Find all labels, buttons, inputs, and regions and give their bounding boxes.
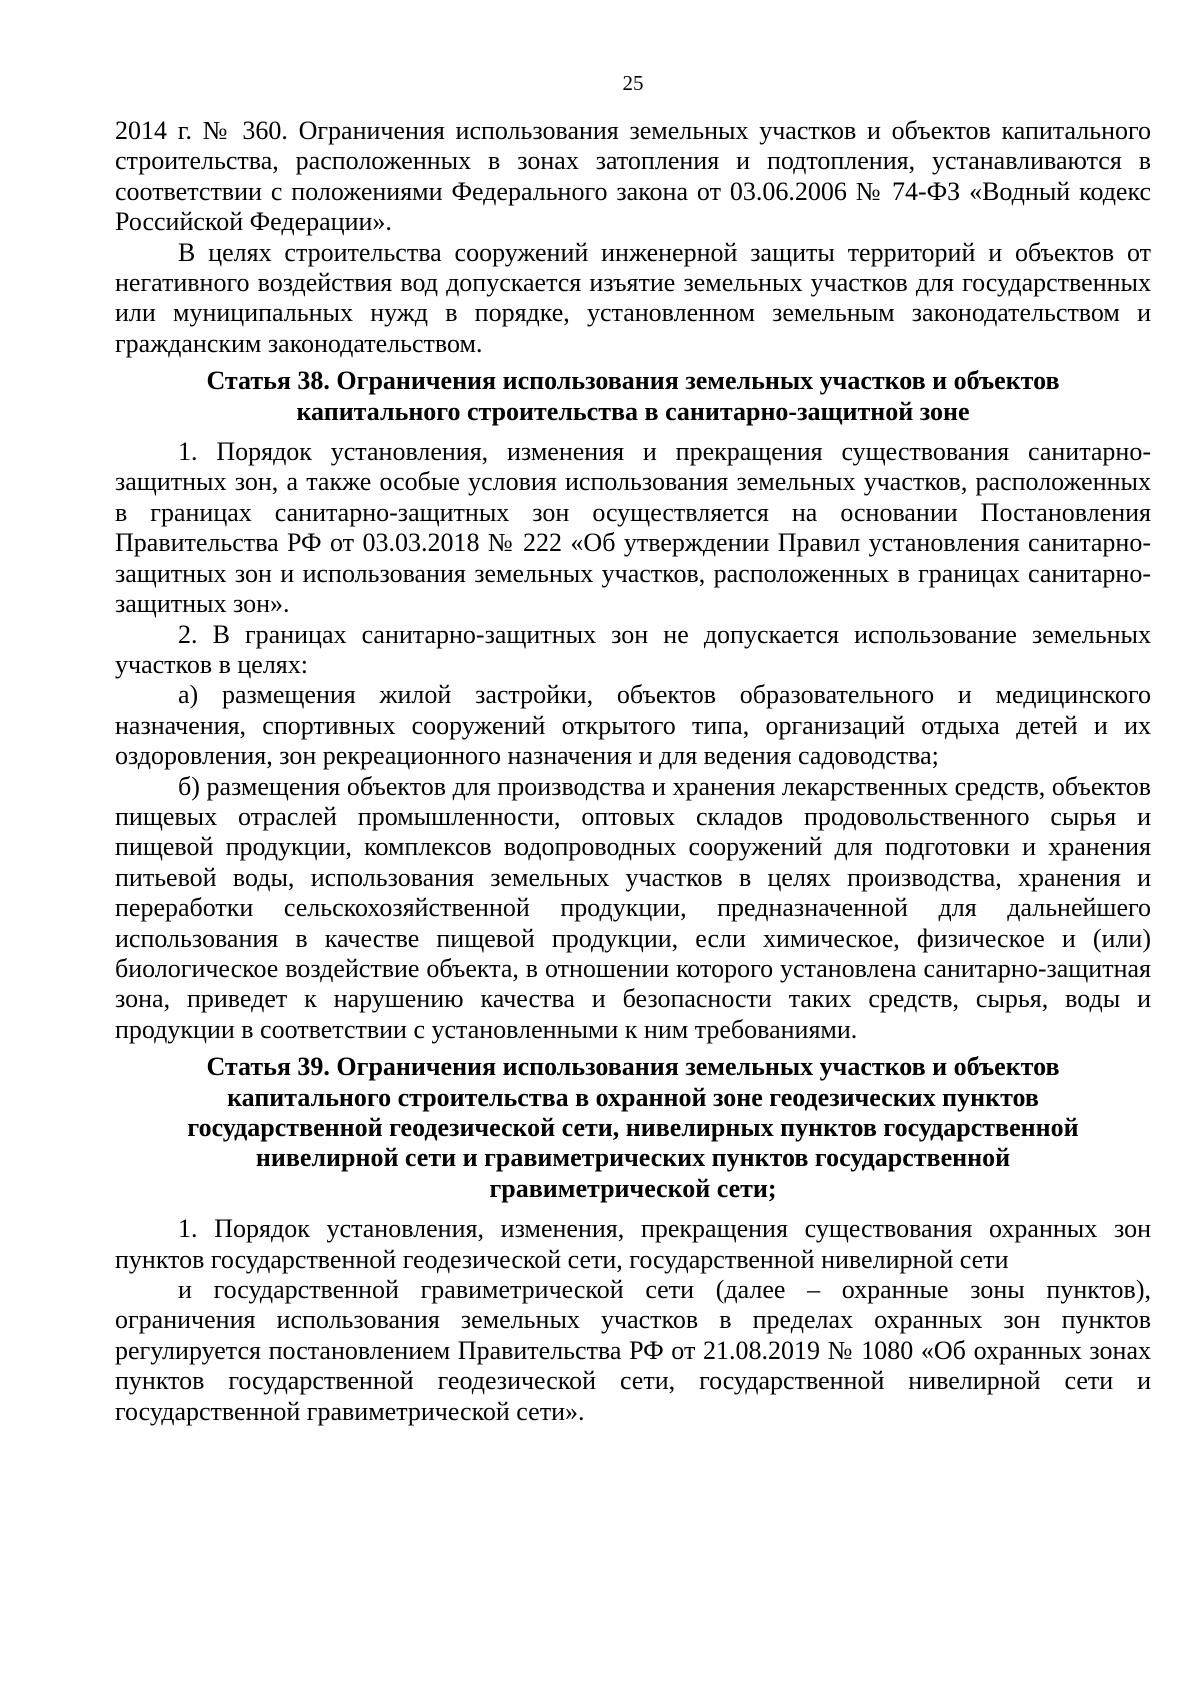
- paragraph-engineering-protection: В целях строительства сооружений инженерной защиты территорий и объектов от негативного воздействия вод допускается изъятие земельных участков для государственных или муниципальных нужд в порядке, установленном земельным законодательством и гражданским законодательством.: [115, 237, 1151, 358]
- article-39-paragraph-1-continued: и государственной гравиметрической сети (далее – охранные зоны пунктов), ограничения использования земельных участков в пределах охранных зон пунктов регулируется постановлением Правительства РФ от 21.08.2019 № 1080 «Об охранных зонах пунктов государственной геодезической сети, государственной нивелирной сети и государственной гравиметрической сети».: [115, 1275, 1151, 1426]
- article-39-heading: [115, 1052, 1151, 1204]
- article-39-heading-line: капитального строительства в охранной зоне геодезических пунктов: [227, 1082, 1039, 1112]
- article-39-heading-line: гравиметрической сети;: [489, 1173, 777, 1203]
- article-38-item-b: б) размещения объектов для производства и хранения лекарственных средств, объектов пищевых отраслей промышленности, оптовых складов продовольственного сырья и пищевой продукции, комплексов водопроводных сооружений для подготовки и хранения питьевой воды, использования земельных участков в целях производства, хранения и переработки сельскохозяйственной продукции, предназначенной для дальнейшего использования в качестве пищевой продукции, если химическое, физическое и (или) биологическое воздействие объекта, в отношении которого установлена санитарно-защитная зона, приведет к нарушению качества и безопасности таких средств, сырья, воды и продукции в соответствии с установленными к ним требованиями.: [115, 771, 1151, 1044]
- article-38-item-a: а) размещения жилой застройки, объектов образовательного и медицинского назначения, спортивных сооружений открытого типа, организаций отдыха детей и их оздоровления, зон рекреационного назначения и для ведения садоводства;: [115, 680, 1151, 771]
- article-38-paragraph-2: 2. В границах санитарно-защитных зон не допускается использование земельных участков в целях:: [115, 619, 1151, 679]
- article-39-paragraph-1: 1. Порядок установления, изменения, прекращения существования охранных зон пунктов государственной геодезической сети, государственной нивелирной сети: [115, 1214, 1151, 1274]
- page-number: 25: [622, 71, 644, 95]
- article-39-heading-line: Статья 39. Ограничения использования земельных участков и объектов: [206, 1052, 1060, 1082]
- paragraph-zones-flooding: 2014 г. № 360. Ограничения использования земельных участков и объектов капитального строительства, расположенных в зонах затопления и подтопления, устанавливаются в соответствии с положениями Федерального закона от 03.06.2006 № 74-ФЗ «Водный кодекс Российской Федерации».: [115, 116, 1151, 237]
- article-39-heading-line: нивелирной сети и гравиметрических пунктов государственной: [255, 1143, 1011, 1173]
- article-38-heading: [115, 366, 1151, 427]
- document-page: [115, 70, 1151, 1427]
- article-38-heading-line: Статья 38. Ограничения использования земельных участков и объектов: [206, 366, 1060, 396]
- article-38-heading-line: капитального строительства в санитарно-защитной зоне: [296, 396, 970, 426]
- article-38-paragraph-1: 1. Порядок установления, изменения и прекращения существования санитарно-защитных зон, а также особые условия использования земельных участков, расположенных в границах санитарно-защитных зон осуществляется на основании Постановления Правительства РФ от 03.03.2018 № 222 «Об утверждении Правил установления санитарно-защитных зон и использования земельных участков, расположенных в границах санитарно-защитных зон».: [115, 437, 1151, 619]
- article-39-heading-line: государственной геодезической сети, нивелирных пунктов государственной: [187, 1113, 1079, 1142]
